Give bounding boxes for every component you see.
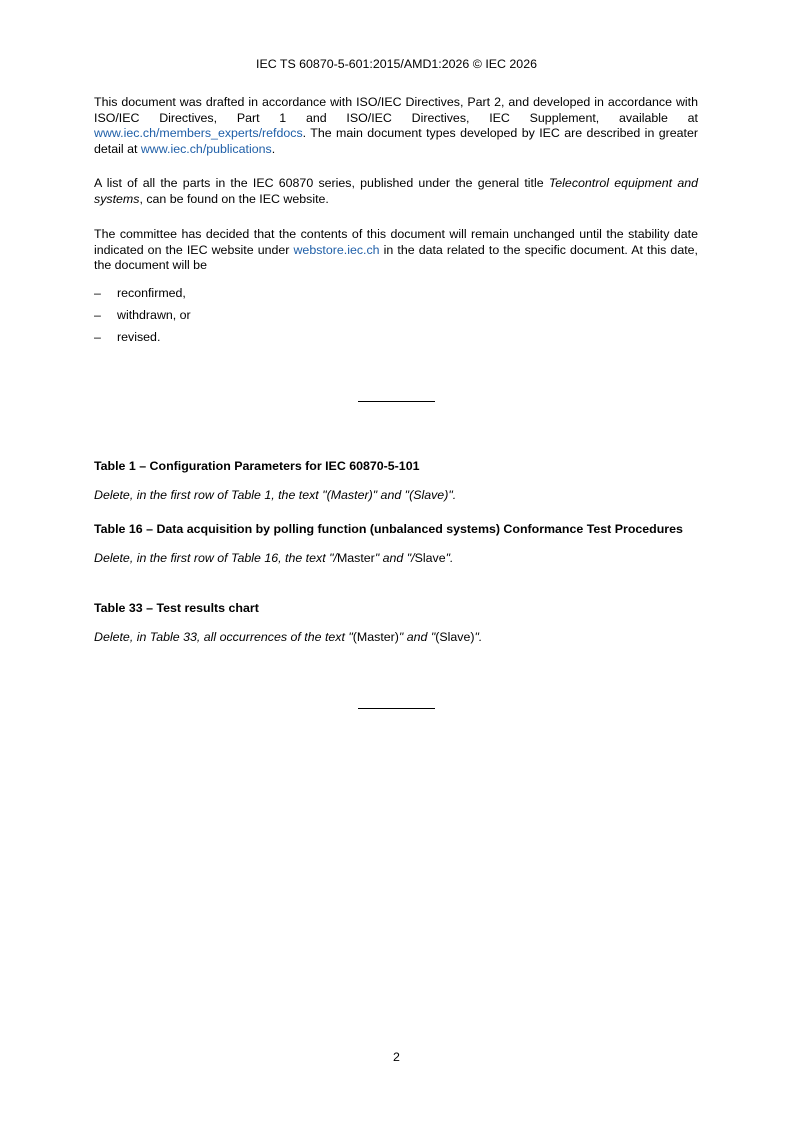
list-item-text: reconfirmed, xyxy=(117,286,186,300)
outcome-list-block xyxy=(94,286,698,352)
list-item-text: revised. xyxy=(117,330,161,344)
amendment-heading: Table 16 – Data acquisition by polling function (unbalanced systems) Conformance Test Procedures xyxy=(94,522,683,536)
series-paragraph-block xyxy=(94,176,698,207)
deleted-text: Slave xyxy=(414,550,446,565)
amendment-instruction xyxy=(94,551,698,567)
instruction-text: ". xyxy=(474,629,483,644)
list-item xyxy=(94,330,698,346)
dash-marker: – xyxy=(94,286,101,300)
dash-marker: – xyxy=(94,308,101,322)
amendment-table-33 xyxy=(94,601,698,645)
deleted-text: (Slave) xyxy=(435,629,475,644)
stability-paragraph xyxy=(94,227,698,274)
outcome-list xyxy=(94,286,698,346)
dash-marker: – xyxy=(94,330,101,344)
text-span: The committee has decided that the contents of this document will remain unchanged until the stability date indicated on the IEC website under xyxy=(94,227,698,257)
page-number: 2 xyxy=(393,1050,400,1064)
text-span: . xyxy=(271,141,276,156)
instruction-text: ". xyxy=(445,550,454,565)
running-header: IEC TS 60870-5-601:2015/AMD1:2026 © IEC 2026 xyxy=(256,57,537,71)
text-span: , can be found on the IEC website. xyxy=(139,191,329,206)
series-paragraph xyxy=(94,176,698,207)
publications-link[interactable]: www.iec.ch/publications xyxy=(140,141,272,156)
text-span: A list of all the parts in the IEC 60870 series, published under the general title xyxy=(94,176,549,190)
text-span: This document was drafted in accordance with ISO/IEC Directives, Part 2, and developed in accordance with ISO/IEC Directives, Part 1 and ISO/IEC Directives, IEC Supplement, available at xyxy=(94,95,698,125)
instruction-text: Delete, in the first row of Table 16, the text "/ xyxy=(94,550,337,565)
amendment-heading: Table 33 – Test results chart xyxy=(94,601,259,615)
end-divider xyxy=(358,708,435,709)
amendment-table-1 xyxy=(94,459,698,503)
amendment-instruction: Delete, in the first row of Table 1, the text "(Master)" and "(Slave)". xyxy=(94,487,457,502)
instruction-text: Delete, in Table 33, all occurrences of the text " xyxy=(94,629,353,644)
list-item xyxy=(94,308,698,324)
list-item xyxy=(94,286,698,302)
refdocs-link[interactable]: www.iec.ch/members_experts/refdocs xyxy=(94,126,303,140)
section-divider xyxy=(358,401,435,402)
webstore-link[interactable]: webstore.iec.ch xyxy=(293,242,380,257)
directives-paragraph xyxy=(94,95,698,157)
text-span: in the data related to the specific document. At this date, the document will be xyxy=(94,242,698,272)
instruction-text: " and " xyxy=(398,629,436,644)
stability-paragraph-block xyxy=(94,227,698,274)
amendment-table-16 xyxy=(94,522,698,566)
instruction-text: " and "/ xyxy=(374,550,415,565)
general-title: Telecontrol equipment and systems xyxy=(94,176,698,206)
text-span: . The main document types developed by IEC are described in greater detail at xyxy=(94,126,698,156)
amendment-heading: Table 1 – Configuration Parameters for IEC 60870-5-101 xyxy=(94,459,420,473)
amendment-instruction xyxy=(94,630,698,646)
deleted-text: Master xyxy=(336,550,375,565)
list-item-text: withdrawn, or xyxy=(117,308,191,322)
deleted-text: (Master) xyxy=(352,629,399,644)
foreword-section xyxy=(94,95,698,157)
